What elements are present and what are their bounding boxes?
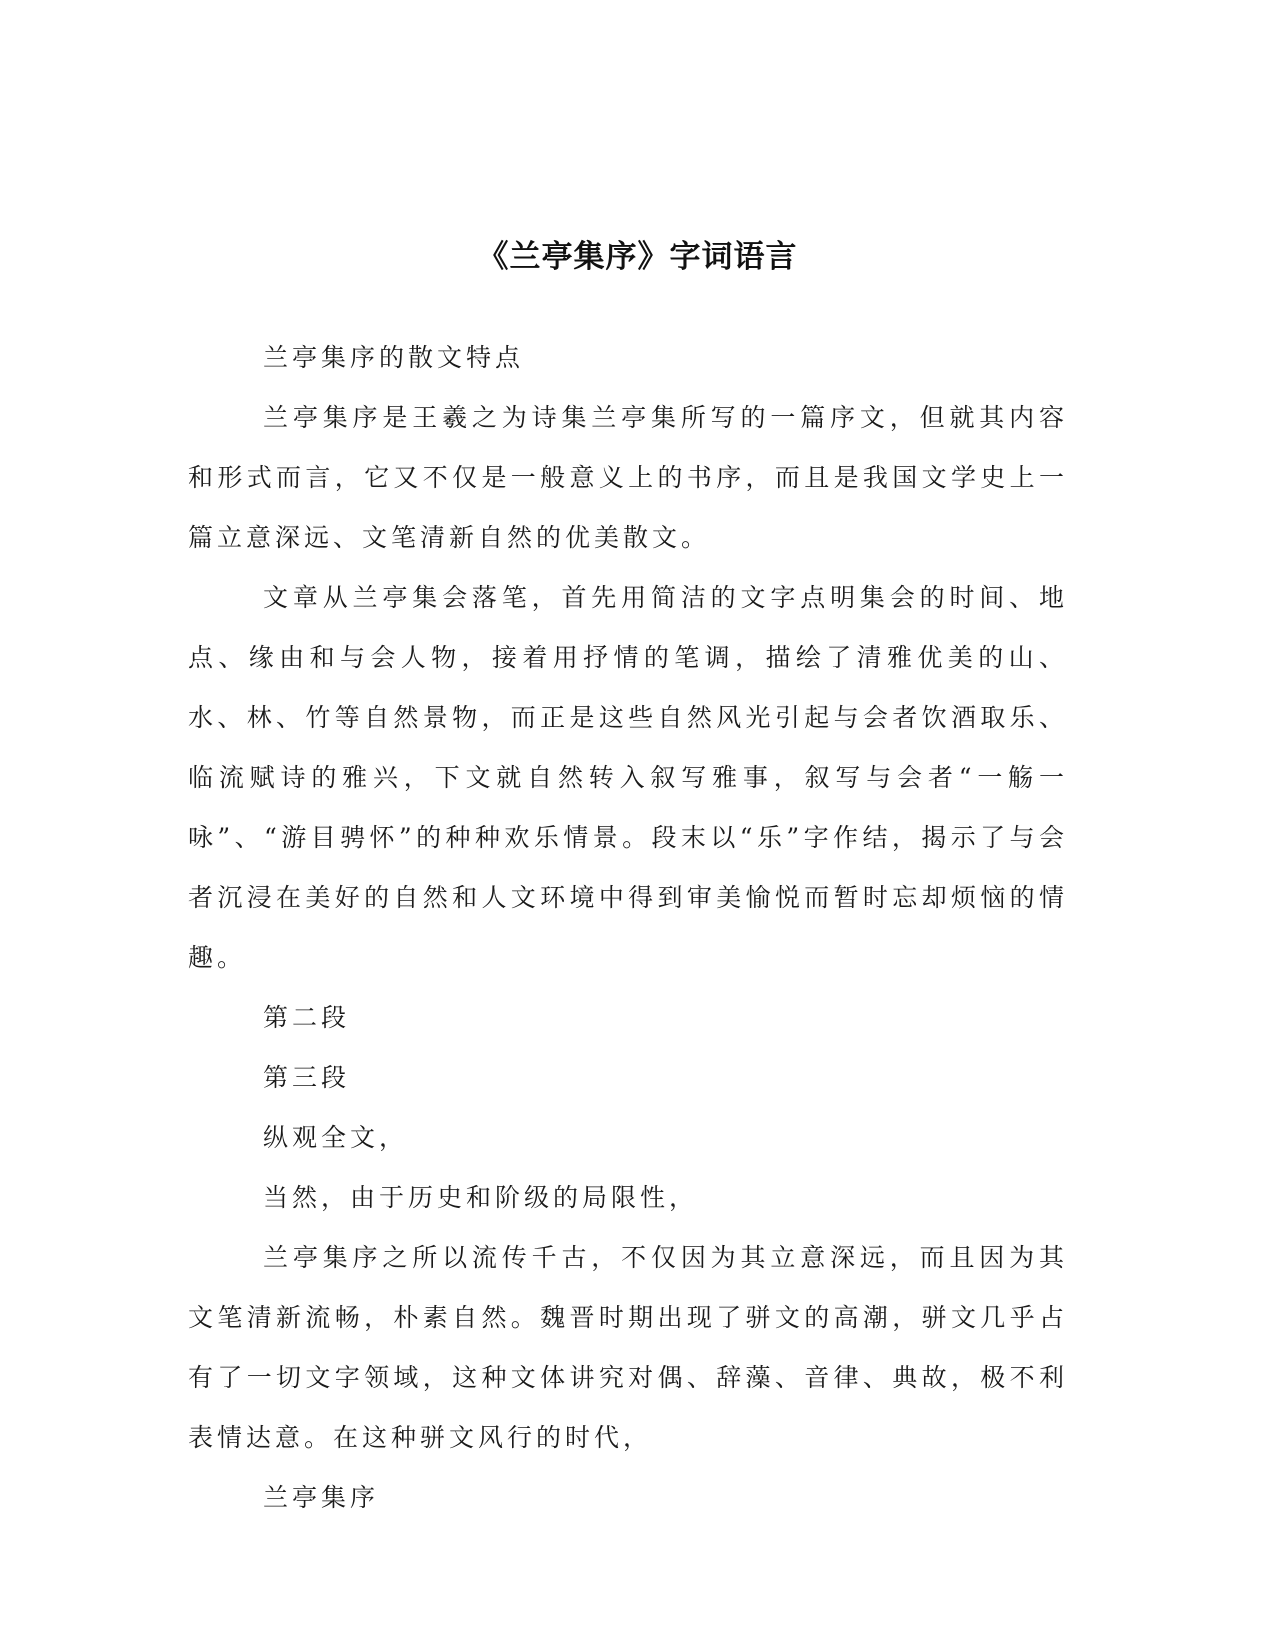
paragraph-7: 当然，由于历史和阶级的局限性， <box>263 1183 699 1212</box>
document-title: 《兰亭集序》字词语言 <box>477 238 798 275</box>
paragraph-4: 第二段 <box>263 1003 351 1032</box>
paragraph-8: 兰亭集序之所以流传千古，不仅因为其立意深远，而且因为其文笔清新流畅，朴素自然。魏晋时期出现了骈文的高潮，骈文几乎占有了一切文字领域，这种文体讲究对偶、辞藻、音律、典故，极不利表情达意。在这种骈文风行的时代， <box>188 1243 1068 1452</box>
paragraph-6: 纵观全文， <box>263 1123 409 1152</box>
paragraph-9: 兰亭集序 <box>263 1483 380 1512</box>
paragraph-5: 第三段 <box>263 1063 351 1092</box>
paragraph-1: 兰亭集序的散文特点 <box>263 343 525 372</box>
paragraph-2: 兰亭集序是王羲之为诗集兰亭集所写的一篇序文，但就其内容和形式而言，它又不仅是一般意义上的书序，而且是我国文学史上一篇立意深远、文笔清新自然的优美散文。 <box>188 403 1068 552</box>
paragraph-3: 文章从兰亭集会落笔，首先用简洁的文字点明集会的时间、地点、缘由和与会人物，接着用抒情的笔调，描绘了清雅优美的山、水、林、竹等自然景物，而正是这些自然风光引起与会者饮酒取乐、临流赋诗的雅兴，下文就自然转入叙写雅事，叙写与会者“一觞一咏”、“游目骋怀”的种种欢乐情景。段末以“乐”字作结，揭示了与会者沉浸在美好的自然和人文环境中得到审美愉悦而暂时忘却烦恼的情趣。 <box>188 583 1068 972</box>
document-body <box>188 328 1068 1528</box>
